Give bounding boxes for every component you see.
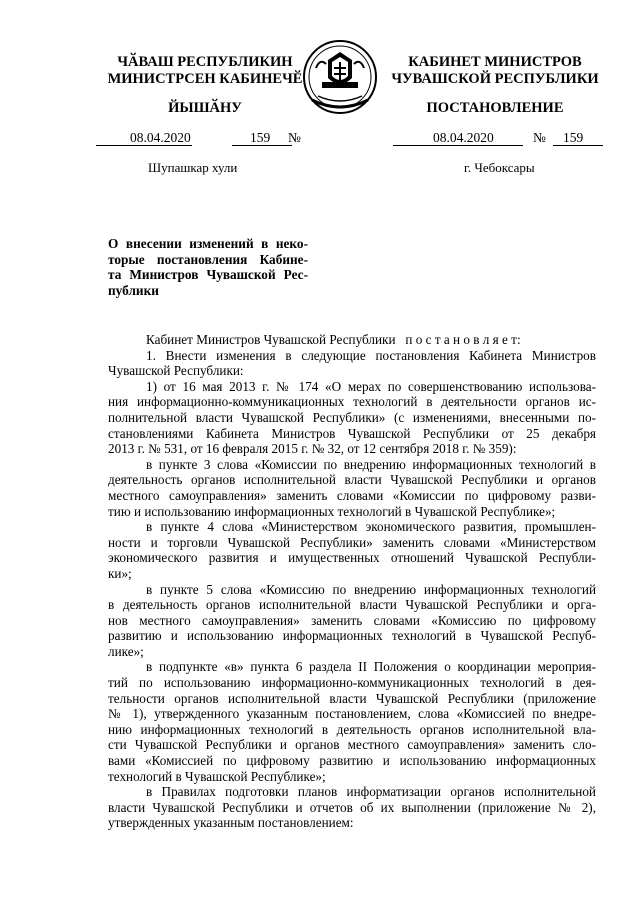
paragraph-line: в деятельность органов исполнительной власти Чувашской Республики и орга- [108,597,596,613]
paragraph-line: развитию и использованию информационных технологий в Чувашской Респуб- [108,628,596,644]
paragraph-line: нию информационных технологий в деятельность органов исполнительной вла- [108,721,596,737]
paragraph-line: 1. Внести изменения в следующие постановления Кабинета Министров [146,347,596,363]
paragraph-list [108,348,596,831]
doc-type-right: ПОСТАНОВЛЕНИЕ [426,100,564,116]
header-right-line-2: ЧУВАШСКОЙ РЕСПУБЛИКИ [391,71,599,87]
paragraph-line: экономического развития и имущественных отношений Чувашской Республи- [108,550,596,566]
paragraph-line: деятельность органов исполнительной власти Чувашской Республики и органов [108,472,596,488]
paragraph-line: в пункте 5 слова «Комиссию по внедрению информационных технологий [146,581,596,597]
title-line: О внесении изменений в неко- [108,236,308,251]
intro-text: Кабинет Министров Чувашской Республики [146,332,396,347]
paragraph-line: 1) от 16 мая 2013 г. № 174 «О мерах по совершенствованию использова- [146,378,596,394]
paragraph-line: 2013 г. № 531, от 16 февраля 2015 г. № 32, от 12 сентября 2018 г. № 359): [108,441,517,457]
paragraph-line: в пункте 4 слова «Министерством экономического развития, промышлен- [146,519,596,535]
paragraph-line: в Правилах подготовки планов информатизации органов исполнительной [146,784,596,800]
header-right-line-1: КАБИНЕТ МИНИСТРОВ [408,54,582,70]
number-sign-right: № [533,130,546,145]
number-right: 159 [563,130,584,145]
header-left-line-1: ЧӐВАШ РЕСПУБЛИКИН [117,54,293,70]
paragraph-line: нов местного самоуправления» заменить словами «Комиссию по цифровому [108,612,596,628]
paragraph-line: утвержденных указанным постановлением: [108,815,354,831]
paragraph-line: становлениями Кабинета Министров Чувашской Республики от 25 декабря [108,425,596,441]
date-number-left [96,130,306,148]
date-number-right [393,130,603,148]
intro-decree-word: п о с т а н о в л я е т: [405,332,521,347]
header-right-authority [380,54,610,88]
header-left-line-2: МИНИСТРСЕН КАБИНЕЧӖ [107,71,303,87]
city-left: Шупашкар хули [148,160,238,175]
paragraph-line: № 1), утвержденного указанным постановлением, слова «Комиссией по внедре- [108,706,596,722]
number-left: 159 [250,130,271,145]
paragraph-line: технологий в Чувашской Республике»; [108,768,326,784]
paragraph-line: ности и торговли Чувашской Республики» заменить словами «Министерством [108,534,596,550]
paragraph-line: ки»; [108,565,132,581]
paragraph-line: в подпункте «в» пункта 6 раздела II Положения о координации мероприя- [146,659,596,675]
title-line: торые постановления Кабине- [108,251,308,267]
paragraph-line: тию и использованию информационных технологий в Чувашской Республике»; [108,503,556,519]
paragraph-line: тий по использованию информационно-коммуникационных технологий в дея- [108,675,596,691]
paragraph-line: тельности органов исполнительной власти Чувашской Республики (приложение [108,690,596,706]
paragraph-line: власти Чувашской Республики и отчетов об их выполнении (приложение № 2), [108,799,596,815]
header-left-authority [90,54,320,88]
doc-type-left: ЙЫШӐНУ [168,100,242,116]
document-body [108,332,596,831]
title-line: публики [108,282,159,298]
number-sign-left: № [288,130,301,145]
paragraph-line: в пункте 3 слова «Комиссии по внедрению информационных технологий в [146,456,596,472]
date-left: 08.04.2020 [130,130,191,145]
document-title [108,236,308,298]
intro-line [108,332,596,348]
title-line: та Министров Чувашской Рес- [108,267,308,282]
city-right: г. Чебоксары [464,160,535,175]
paragraph-line: вами «Комиссией по цифровому развитию и использованию информационных [108,753,596,769]
paragraph-line: сти Чувашской Республики и органов местного самоуправления» заменить сло- [108,737,596,753]
paragraph-line: лике»; [108,643,144,659]
date-right: 08.04.2020 [433,130,494,145]
paragraph-line: ния информационно-коммуникационных технологий в деятельности органов ис- [108,394,596,410]
paragraph-line: полнительной власти Чувашской Республики» (с изменениями, внесенными по- [108,409,596,425]
paragraph-line: местного самоуправления» заменить словами «Комиссии по цифровому разви- [108,487,596,503]
paragraph-line: Чувашской Республики: [108,363,244,379]
